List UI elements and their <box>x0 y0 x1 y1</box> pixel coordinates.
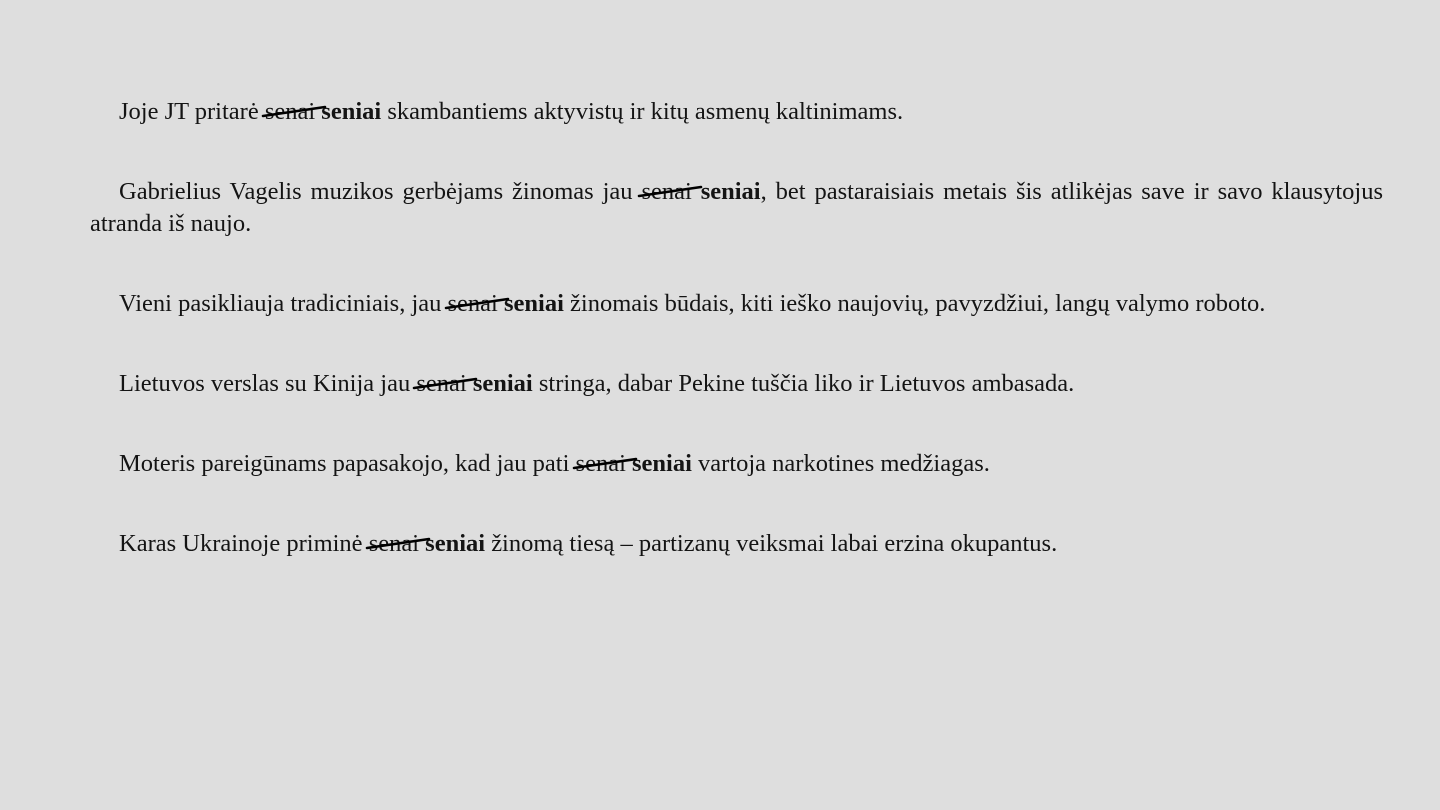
sentence-text-after: stringa, dabar Pekine tuščia liko ir Lietuvos ambasada. <box>532 370 1075 397</box>
sentence-text-before: Gabrielius Vagelis muzikos gerbėjams žinomas jau <box>119 178 642 205</box>
sentence-3 <box>90 288 1383 320</box>
struck-word <box>369 528 419 560</box>
correction-word: seniai <box>632 450 692 477</box>
sentence-text-before: Moteris pareigūnams papasakojo, kad jau pati <box>119 450 576 477</box>
sentence-text-before: Vieni pasikliauja tradiciniais, jau <box>119 290 448 317</box>
sentence-text-after: žinomais būdais, kiti ieško naujovių, pavyzdžiui, langų valymo roboto. <box>563 290 1266 317</box>
strikethrough-mark <box>413 376 477 390</box>
slide-content <box>90 96 1383 608</box>
sentence-text-before: Karas Ukrainoje priminė <box>119 530 369 557</box>
correction-word: seniai <box>503 290 564 317</box>
sentence-2 <box>90 176 1383 240</box>
struck-word-text: senai <box>416 370 467 397</box>
sentence-text-after: skambantiems aktyvistų ir kitų asmenų kaltinimams. <box>381 98 904 125</box>
struck-word <box>448 288 498 320</box>
struck-word <box>265 96 315 128</box>
strikethrough-mark <box>638 184 702 198</box>
correction-word: seniai <box>700 178 761 205</box>
strikethrough-mark <box>573 456 637 470</box>
sentence-text-after: žinomą tiesą – partizanų veiksmai labai erzina okupantus. <box>485 530 1058 557</box>
sentence-text-before: Joje JT pritarė <box>119 98 265 125</box>
correction-word: seniai <box>321 98 382 125</box>
sentence-4 <box>90 368 1383 400</box>
sentence-text-after: , bet pastaraisiais metais šis atlikėjas save ir savo klausytojus atranda iš naujo. <box>90 178 1383 237</box>
struck-word-text: senai <box>368 530 420 557</box>
sentence-text-after: vartoja narkotines medžiagas. <box>691 450 990 477</box>
strikethrough-mark <box>366 536 430 550</box>
strikethrough-mark <box>262 104 326 118</box>
sentence-5 <box>90 448 1383 480</box>
sentence-1 <box>90 96 1383 128</box>
strikethrough-mark <box>445 296 509 310</box>
struck-word-text: senai <box>575 450 626 477</box>
struck-word <box>641 176 691 208</box>
struck-word <box>416 368 466 400</box>
sentence-text-before: Lietuvos verslas su Kinija jau <box>119 370 417 397</box>
correction-word: seniai <box>425 530 486 557</box>
struck-word-text: senai <box>641 178 692 205</box>
struck-word-text: senai <box>447 290 498 317</box>
sentence-6 <box>90 528 1383 560</box>
struck-word-text: senai <box>264 98 316 125</box>
correction-word: seniai <box>472 370 533 397</box>
struck-word <box>576 448 626 480</box>
